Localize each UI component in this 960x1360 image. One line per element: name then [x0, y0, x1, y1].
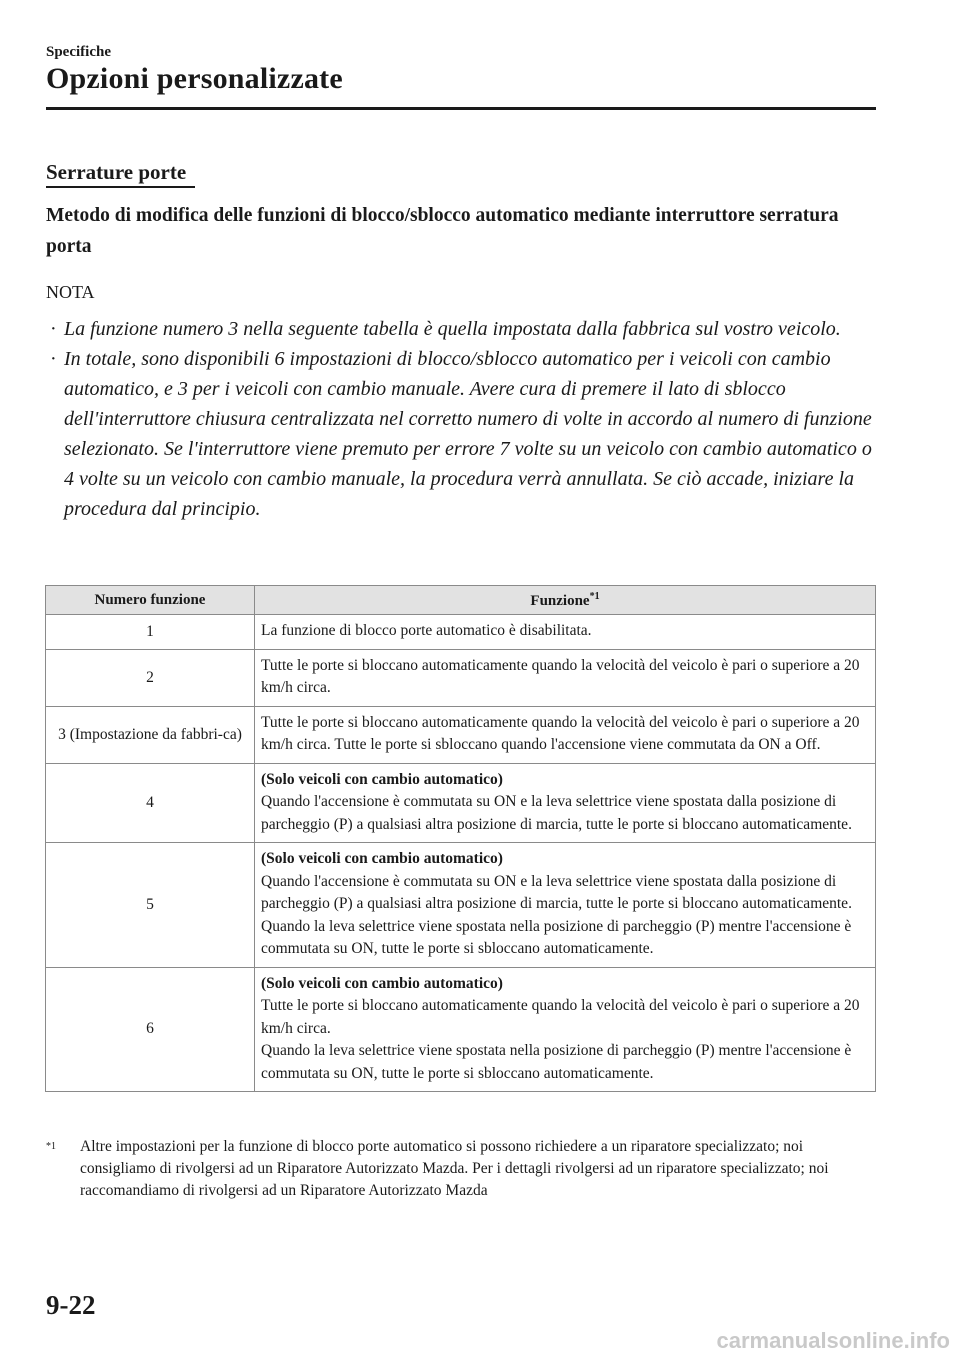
note-label: NOTA	[46, 282, 95, 302]
section-subtitle: Metodo di modifica delle funzioni di blocco/sblocco automatico mediante interruttore serratura porta	[46, 205, 839, 257]
function-number: 4	[46, 763, 255, 843]
footnote-text: Altre impostazioni per la funzione di blocco porte automatico si possono richiedere a un riparatore specializzato; noi consigliamo di rivolgersi ad un Riparatore Autorizzato Mazda. Per i dettagli rivolgersi ad un riparatore specializzato; noi raccomandiamo di rivolgersi ad un Riparatore Autorizzato Mazda	[80, 1138, 829, 1199]
function-number: 5	[46, 843, 255, 968]
table-row	[46, 706, 876, 763]
function-table	[45, 585, 876, 1092]
note-text: La funzione numero 3 nella seguente tabella è quella impostata dalla fabbrica sul vostro veicolo.	[64, 318, 841, 340]
description-qualifier: (Solo veicoli con cambio automatico)	[261, 974, 503, 992]
title-rule	[46, 107, 876, 110]
description-line: Tutte le porte si bloccano automaticamente quando la velocità del veicolo è pari o superiore a 20 km/h circa.	[261, 997, 860, 1037]
table-row	[46, 843, 876, 968]
section-underline	[46, 186, 195, 188]
footnote	[46, 1136, 876, 1202]
page-title: Opzioni personalizzate	[46, 62, 343, 95]
description-line: Quando l'accensione è commutata su ON e la leva selettrice viene spostata dalla posizione di parcheggio (P) a qualsiasi altra posizione di marcia, tutte le porte si bloccano automaticamente.	[261, 872, 852, 912]
description-line: La funzione di blocco porte automatico è disabilitata.	[261, 622, 592, 639]
function-description	[255, 615, 876, 650]
description-line: Tutte le porte si bloccano automaticamente quando la velocità del veicolo è pari o superiore a 20 km/h circa. Tutte le porte si sbloccano quando l'accensione viene commutata da ON a Off.	[261, 713, 860, 753]
header-number: Numero funzione	[46, 586, 255, 615]
description-line: Quando la leva selettrice viene spostata nella posizione di parcheggio (P) mentre l'accensione è commutata su ON, tutte le porte si sbloccano automaticamente.	[261, 917, 852, 957]
header-function	[255, 586, 876, 615]
function-description	[255, 706, 876, 763]
function-number: 2	[46, 649, 255, 706]
description-line: Tutte le porte si bloccano automaticamente quando la velocità del veicolo è pari o superiore a 20 km/h circa.	[261, 656, 860, 696]
description-qualifier: (Solo veicoli con cambio automatico)	[261, 850, 503, 867]
note-text: In totale, sono disponibili 6 impostazioni di blocco/sblocco automatico per i veicoli con cambio automatico, e 3 per i veicoli con cambio manuale. Avere cura di premere il lato di sblocco dell'interruttore chiusura centralizzata nel corretto numero di volte in accordo al numero di funzione selezionato. Se l'interruttore viene premuto per errore 7 volte su un veicolo con cambio automatico o 4 volte su un veicolo con cambio manuale, la procedura verrà annullata. Se ciò accade, iniziare la procedura dal principio.	[64, 348, 872, 520]
table-header-row	[46, 586, 876, 615]
bullet-icon: ·	[50, 318, 57, 340]
function-description	[255, 967, 876, 1092]
watermark: carmanualsonline.info	[716, 1328, 950, 1353]
header-footnote-ref: *1	[589, 590, 600, 602]
footnote-mark: *1	[46, 1141, 56, 1152]
function-number: 3 (Impostazione da fabbri-ca)	[46, 706, 255, 763]
bullet-icon: ·	[50, 348, 57, 370]
header-function-label: Funzione	[530, 592, 590, 609]
function-number: 1	[46, 615, 255, 650]
function-description	[255, 649, 876, 706]
note-list	[46, 314, 876, 524]
table-row	[46, 649, 876, 706]
function-number: 6	[46, 967, 255, 1092]
table-row	[46, 967, 876, 1092]
section-title: Serrature porte	[46, 160, 187, 184]
table-row	[46, 763, 876, 843]
description-line: Quando l'accensione è commutata su ON e la leva selettrice viene spostata dalla posizione di parcheggio (P) a qualsiasi altra posizione di marcia, tutte le porte si bloccano automaticamente.	[261, 793, 852, 833]
function-description	[255, 843, 876, 968]
description-qualifier: (Solo veicoli con cambio automatico)	[261, 770, 503, 788]
chapter-label: Specifiche	[46, 44, 111, 60]
note-item	[46, 344, 876, 524]
description-line: Quando la leva selettrice viene spostata nella posizione di parcheggio (P) mentre l'accensione è commutata su ON, tutte le porte si sbloccano automaticamente.	[261, 1042, 852, 1082]
function-description	[255, 763, 876, 843]
table-row	[46, 615, 876, 650]
page-number: 9-22	[46, 1290, 96, 1320]
note-item	[46, 314, 876, 344]
